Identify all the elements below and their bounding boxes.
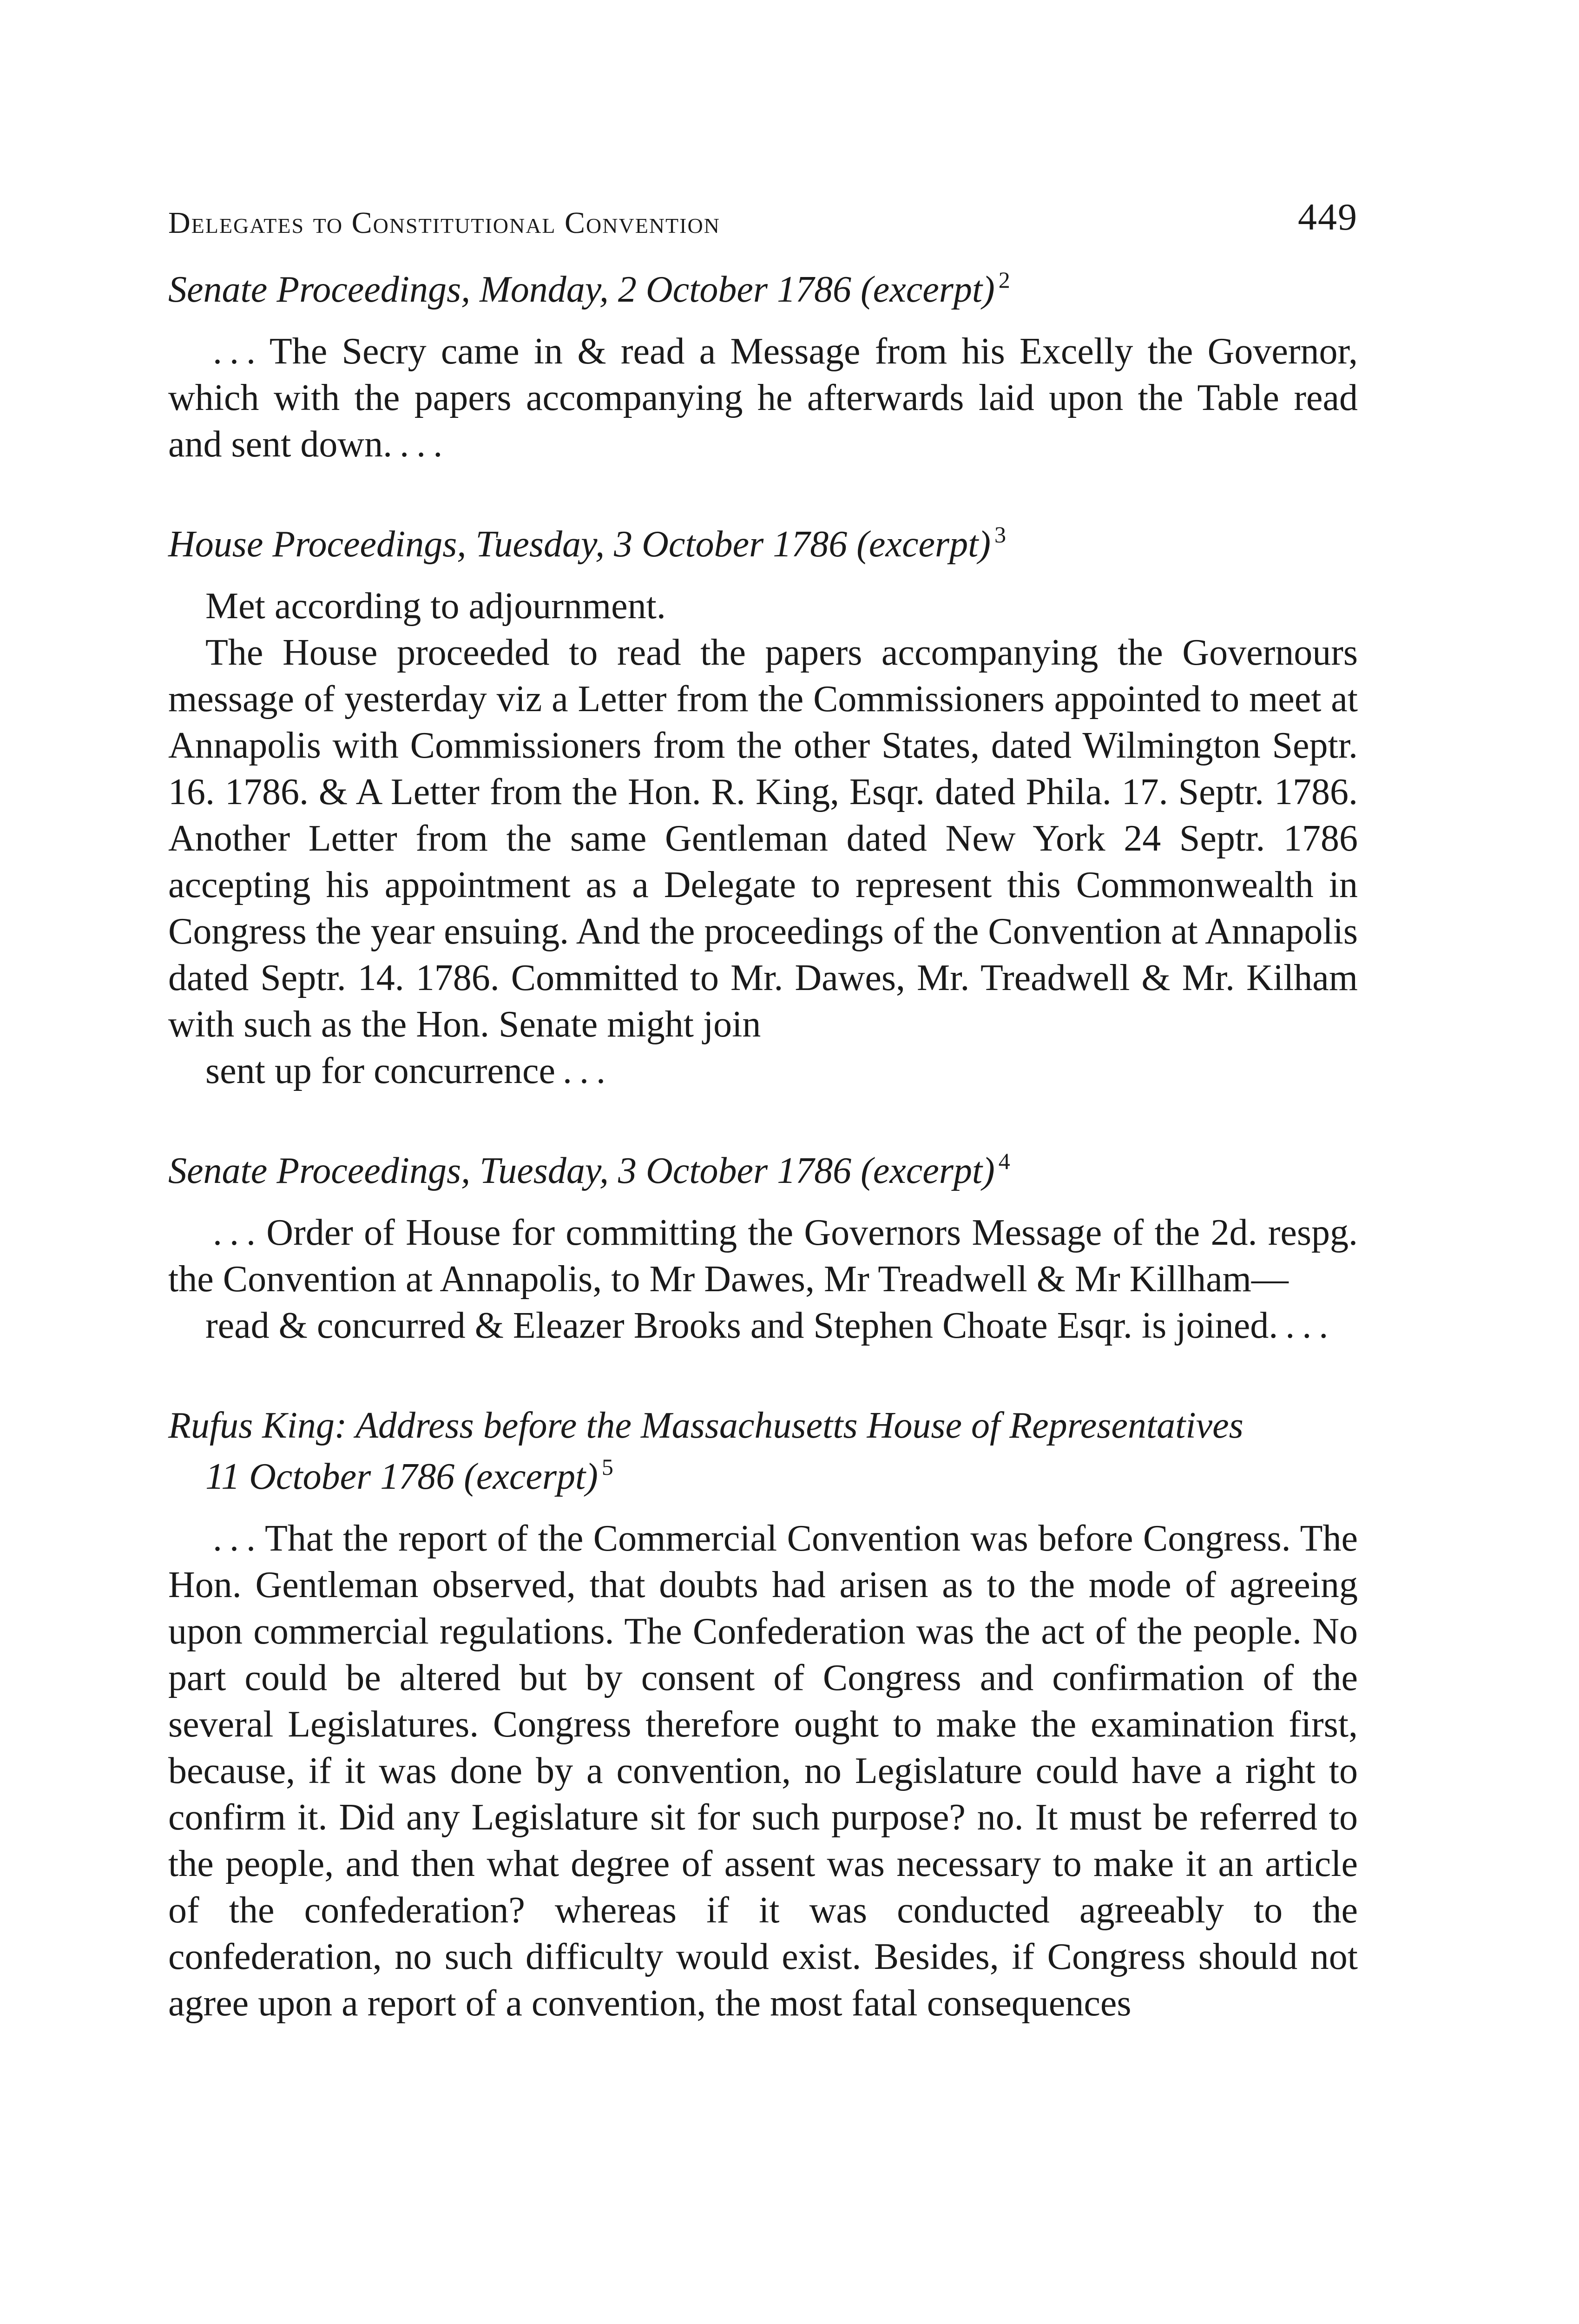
paragraph: . . . Order of House for committing the Governors Message of the 2d. respg. the Convention at Annapolis, to Mr Dawes, Mr Treadwell & Mr Killham— (168, 1212, 1358, 1300)
section-heading (168, 1400, 1358, 1502)
paragraph: The House proceeded to read the papers accompanying the Governours message of yesterday viz a Letter from the Commissioners appointed to meet at Annapolis with Commissioners from the other States, dated Wilmington Septr. 16. 1786. & A Letter from the Hon. R. King, Esqr. dated Phila. 17. Septr. 1786. Another Letter from the same Gentleman dated New York 24 Septr. 1786 accepting his appointment as a Delegate to represent this Commonwealth in Congress the year ensuing. And the proceedings of the Convention at Annapolis dated Septr. 14. 1786. Committed to Mr. Dawes, Mr. Treadwell & Mr. Kilham with such as the Hon. Senate might join (168, 632, 1358, 1045)
section-rufus-king-address (168, 1400, 1358, 2027)
document-page (168, 195, 1358, 2027)
section-house-3-october (168, 519, 1358, 1094)
section-senate-2-october (168, 264, 1358, 468)
section-senate-3-october (168, 1145, 1358, 1349)
footnote-marker: 5 (601, 1454, 613, 1480)
section-heading (168, 1145, 1358, 1196)
section-heading-text: Rufus King: Address before the Massachusetts House of Representatives (168, 1405, 1243, 1446)
section-heading (168, 519, 1358, 570)
section-heading (168, 264, 1358, 315)
footnote-marker: 2 (998, 267, 1010, 293)
page-number: 449 (1298, 196, 1358, 238)
section-heading-text: Senate Proceedings, Monday, 2 October 1786 (excerpt) (168, 269, 995, 310)
section-heading-text: Senate Proceedings, Tuesday, 3 October 1786 (excerpt) (168, 1150, 995, 1191)
footnote-marker: 3 (994, 522, 1006, 548)
section-heading-date: 11 October 1786 (excerpt) (205, 1456, 598, 1497)
section-heading-continuation (168, 1451, 1358, 1502)
paragraph: . . . The Secry came in & read a Message from his Excelly the Governor, which with the papers accompanying he afterwards laid upon the Table read and sent down. . . . (168, 331, 1358, 465)
running-head (168, 195, 1358, 251)
paragraph: Met according to adjournment. (205, 586, 666, 627)
running-head-title: Delegates to Constitutional Convention (168, 206, 720, 240)
paragraph: . . . That the report of the Commercial Convention was before Congress. The Hon. Gentleman observed, that doubts had arisen as to the mode of agreeing upon commercial regulations. The Confederation was the act of the people. No part could be altered but by consent of Congress and confirmation of the several Legislatures. Congress therefore ought to make the examination first, because, if it was done by a convention, no Legislature could have a right to confirm it. Did any Legislature sit for such purpose? no. It must be referred to the people, and then what degree of assent was necessary to make it an article of the confederation? whereas if it was conducted agreeably to the confederation, no such difficulty would exist. Besides, if Congress should not agree upon a report of a convention, the most fatal consequences (168, 1518, 1358, 2024)
paragraph: read & concurred & Eleazer Brooks and Stephen Choate Esqr. is joined. . . . (205, 1305, 1329, 1346)
paragraph: sent up for concurrence . . . (205, 1050, 606, 1091)
section-heading-text: House Proceedings, Tuesday, 3 October 1786 (excerpt) (168, 524, 991, 565)
footnote-marker: 4 (998, 1148, 1010, 1174)
